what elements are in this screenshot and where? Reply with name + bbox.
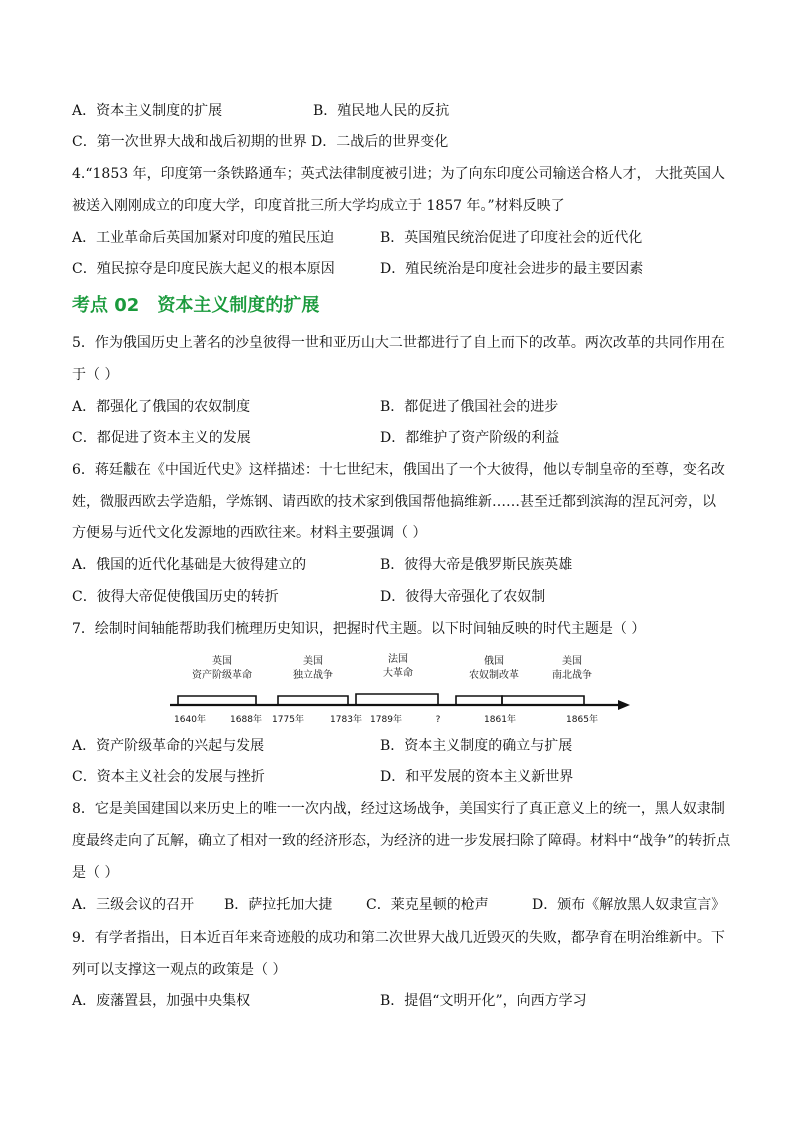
event-5-line1: 美国 bbox=[562, 656, 582, 667]
q6-option-d[interactable]: D．彼得大帝强化了农奴制 bbox=[380, 589, 546, 605]
bracket-american-civil-war bbox=[502, 696, 584, 705]
year-1688: 1688年 bbox=[230, 715, 262, 725]
q8-option-c[interactable]: C．莱克星顿的枪声 bbox=[366, 897, 489, 913]
q9-stem-line2: 列可以支撑这一观点的政策是（ ） bbox=[72, 962, 287, 978]
event-4-line1: 俄国 bbox=[484, 656, 504, 667]
q6-option-b[interactable]: B．彼得大帝是俄罗斯民族英雄 bbox=[380, 557, 573, 573]
q6-stem-line1: 6．蒋廷黻在《中国近代史》这样描述：十七世纪末，俄国出了一个大彼得，他以专制皇帝的至尊，变名改 bbox=[72, 462, 725, 478]
q3-option-d[interactable]: D．二战后的世界变化 bbox=[311, 134, 449, 150]
q4-option-a[interactable]: A．工业革命后英国加紧对印度的殖民压迫 bbox=[72, 230, 335, 246]
q4-stem-line2: 被送入刚刚成立的印度大学，印度首批三所大学均成立于 1857 年。”材料反映了 bbox=[72, 198, 565, 214]
event-4-line2: 农奴制改革 bbox=[469, 670, 519, 681]
bracket-russian-reform bbox=[456, 696, 502, 705]
year-1861: 1861年 bbox=[484, 715, 516, 725]
year-1640: 1640年 bbox=[174, 715, 206, 725]
q7-option-b[interactable]: B．资本主义制度的确立与扩展 bbox=[380, 738, 573, 754]
q9-option-a[interactable]: A．废藩置县，加强中央集权 bbox=[72, 993, 251, 1009]
q6-stem-line2: 姓，微服西欧去学造船，学炼钢、请西欧的技术家到俄国帮他搞维新……甚至迁都到滨海的涅瓦河旁，以 bbox=[72, 494, 716, 510]
year-1783: 1783年 bbox=[330, 715, 362, 725]
q9-option-b[interactable]: B．提倡“文明开化”，向西方学习 bbox=[380, 993, 587, 1009]
q4-option-d[interactable]: D．殖民统治是印度社会进步的最主要因素 bbox=[380, 261, 644, 277]
event-3-line1: 法国 bbox=[388, 654, 408, 665]
year-1789: 1789年 bbox=[370, 715, 402, 725]
q4-stem-line1: 4.“1853 年，印度第一条铁路通车；英式法律制度被引进；为了向东印度公司输送合格人才， 大批英国人 bbox=[72, 166, 726, 182]
q8-option-d[interactable]: D．颁布《解放黑人奴隶宣言》 bbox=[532, 897, 726, 913]
q8-option-b[interactable]: B．萨拉托加大捷 bbox=[224, 897, 333, 913]
year-1775: 1775年 bbox=[272, 715, 304, 725]
event-3-line2: 大革命 bbox=[383, 668, 413, 679]
q3-option-c[interactable]: C．第一次世界大战和战后初期的世界 bbox=[72, 134, 307, 150]
q5-stem-line2: 于（ ） bbox=[72, 367, 119, 383]
q3-option-b[interactable]: B．殖民地人民的反抗 bbox=[313, 103, 450, 119]
q6-option-a[interactable]: A．俄国的近代化基础是大彼得建立的 bbox=[72, 557, 307, 573]
q6-stem-line3: 方便易与近代文化发源地的西欧往来。材料主要强调（ ） bbox=[72, 525, 427, 541]
year-1865: 1865年 bbox=[566, 715, 598, 725]
q7-option-d[interactable]: D．和平发展的资本主义新世界 bbox=[380, 769, 574, 785]
timeline-figure bbox=[160, 648, 640, 728]
q8-stem-line3: 是（ ） bbox=[72, 865, 119, 881]
event-2-line1: 美国 bbox=[303, 656, 323, 667]
event-1-line1: 英国 bbox=[212, 656, 232, 667]
year-unknown: ? bbox=[435, 715, 441, 725]
q6-option-c[interactable]: C．彼得大帝促使俄国历史的转折 bbox=[72, 589, 279, 605]
event-5-line2: 南北战争 bbox=[552, 670, 592, 681]
q4-option-c[interactable]: C．殖民掠夺是印度民族大起义的根本原因 bbox=[72, 261, 335, 277]
event-2-line2: 独立战争 bbox=[293, 670, 333, 681]
q8-stem-line1: 8．它是美国建国以来历史上的唯一一次内战，经过这场战争，美国实行了真正意义上的统一，黑人奴隶制 bbox=[72, 801, 725, 817]
bracket-french-revolution bbox=[356, 694, 438, 705]
q5-option-a[interactable]: A．都强化了俄国的农奴制度 bbox=[72, 399, 251, 415]
q8-stem-line2: 度最终走向了瓦解，确立了相对一致的经济形态，为经济的进一步发展扫除了障碍。材料中“战争”的转折点 bbox=[72, 833, 731, 849]
q5-option-c[interactable]: C．都促进了资本主义的发展 bbox=[72, 430, 251, 446]
section-heading: 考点 02 资本主义制度的扩展 bbox=[72, 295, 320, 316]
bracket-english-revolution bbox=[178, 696, 256, 705]
q8-option-a[interactable]: A．三级会议的召开 bbox=[72, 897, 195, 913]
q4-option-b[interactable]: B．英国殖民统治促进了印度社会的近代化 bbox=[380, 230, 643, 246]
timeline-svg bbox=[160, 648, 640, 728]
q9-stem-line1: 9．有学者指出，日本近百年来奇迹般的成功和第二次世界大战几近毁灭的失败，都孕育在明治维新中。下 bbox=[72, 930, 725, 946]
q7-option-c[interactable]: C．资本主义社会的发展与挫折 bbox=[72, 769, 265, 785]
q5-option-d[interactable]: D．都维护了资产阶级的利益 bbox=[380, 430, 560, 446]
q3-option-a[interactable]: A．资本主义制度的扩展 bbox=[72, 103, 223, 119]
q5-option-b[interactable]: B．都促进了俄国社会的进步 bbox=[380, 399, 559, 415]
q7-option-a[interactable]: A．资产阶级革命的兴起与发展 bbox=[72, 738, 265, 754]
q5-stem-line1: 5．作为俄国历史上著名的沙皇彼得一世和亚历山大二世都进行了自上而下的改革。两次改革的共同作用在 bbox=[72, 335, 725, 351]
bracket-american-independence bbox=[278, 696, 348, 705]
q7-stem-line1: 7．绘制时间轴能帮助我们梳理历史知识，把握时代主题。以下时间轴反映的时代主题是（ ） bbox=[72, 621, 646, 637]
event-1-line2: 资产阶级革命 bbox=[192, 670, 252, 681]
timeline-arrow bbox=[618, 700, 630, 710]
